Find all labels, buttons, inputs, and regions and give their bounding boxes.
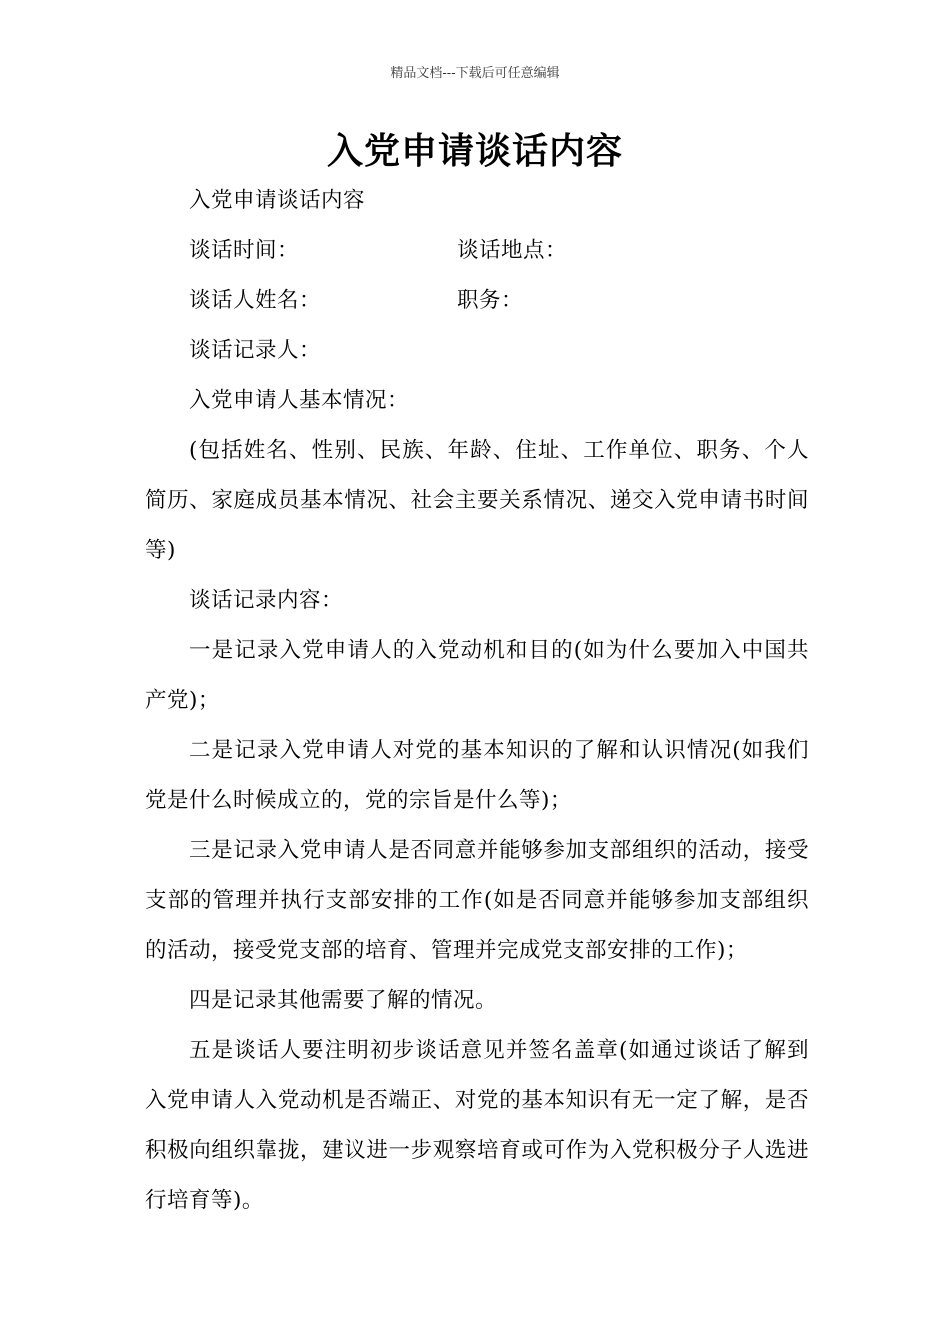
name-position-row: [145, 276, 809, 326]
document-title: 入党申请谈话内容: [326, 131, 623, 172]
record-item-3: 三是记录入党申请人是否同意并能够参加支部组织的活动，接受支部的管理并执行支部安排的工作(如是否同意并能够参加支部组织的活动，接受党支部的培育、管理并完成党支部安排的工作)；: [145, 838, 809, 963]
place-label: 谈话地点：: [457, 238, 568, 263]
recorder-label: 谈话记录人：: [189, 338, 322, 363]
record-item-2: 二是记录入党申请人对党的基本知识的了解和认识情况(如我们党是什么时候成立的，党的宗旨是什么等)；: [145, 738, 809, 813]
record-item-1: 一是记录入党申请人的入党动机和目的(如为什么要加入中国共产党)；: [145, 638, 809, 713]
record-label: 谈话记录内容：: [189, 588, 344, 613]
document-body: [145, 176, 809, 1226]
name-label: 谈话人姓名：: [189, 288, 322, 313]
subtitle-line: 入党申请谈话内容: [189, 188, 366, 213]
position-label: 职务：: [457, 288, 524, 313]
applicant-note: (包括姓名、性别、民族、年龄、住址、工作单位、职务、个人简历、家庭成员基本情况、社会主要关系情况、递交入党申请书时间等): [145, 438, 809, 563]
record-item-5: 五是谈话人要注明初步谈话意见并签名盖章(如通过谈话了解到入党申请人入党动机是否端正、对党的基本知识有无一定了解，是否积极向组织靠拢，建议进一步观察培育或可作为入党积极分子人选进行培育等)。: [145, 1038, 809, 1213]
applicant-label: 入党申请人基本情况：: [189, 388, 410, 413]
time-label: 谈话时间：: [189, 238, 300, 263]
record-item-4: 四是记录其他需要了解的情况。: [189, 988, 498, 1013]
time-place-row: [145, 226, 809, 276]
page-header: 精品文档---下载后可任意编辑: [390, 66, 560, 81]
